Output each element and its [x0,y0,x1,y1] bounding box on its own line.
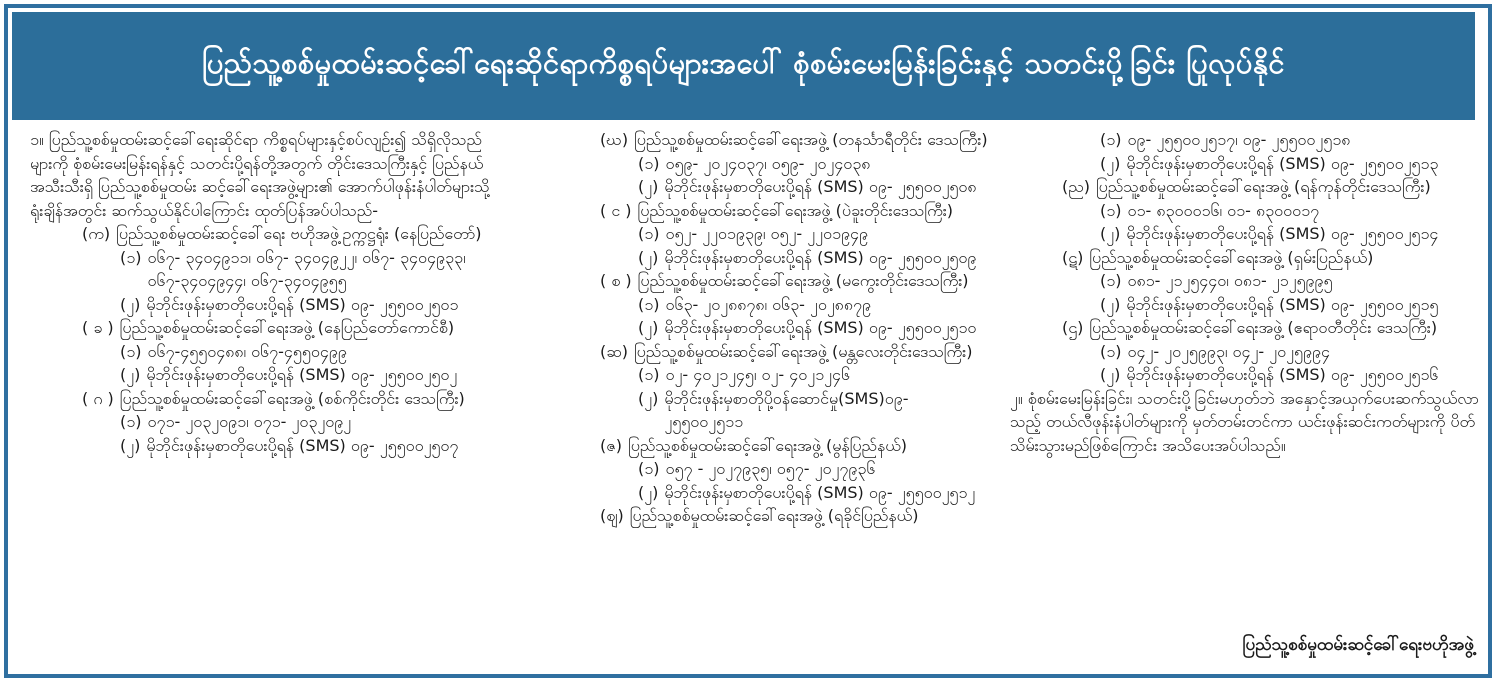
item-text: ပြည်သူ့စစ်မှုထမ်းဆင့်ခေါ်ရေး ဗဟိုအဖွဲ့ဥက္ကဋ္ဌရုံး (နေပြည်တော်) [116,224,482,243]
column-2 [548,128,988,528]
column-1-list [30,222,500,457]
item-text: မိုဘိုင်းဖုန်းမှစာတိုပေးပို့ရန် (SMS) ၀၉- ၂၅၅၀၀၂၅၀၈ [664,177,977,196]
item-marker: (၂) [1100,294,1121,314]
item-text: ပြည်သူ့စစ်မှုထမ်းဆင့်ခေါ်ရေးအဖွဲ့ (မန္တလေးတိုင်းဒေသကြီး) [633,341,973,361]
item-text: ၀၇၁- ၂၀၃၂၀၉၁၊ ၀၇၁- ၂၀၃၂၀၉၂ [147,412,352,431]
item-marker: ( ဂ ) [82,388,114,408]
item-text: ပြည်သူ့စစ်မှုထမ်းဆင့်ခေါ်ရေးအဖွဲ့ (ပဲခူးတိုင်းဒေသကြီး) [637,200,954,220]
phone-line [1010,293,1480,317]
phone-line [548,222,988,246]
column-3-list [1010,128,1480,387]
item-marker: (၁) [120,247,142,267]
phone-line [548,457,988,481]
item-text: ပြည်သူ့စစ်မှုထမ်းဆင့်ခေါ်ရေးအဖွဲ့ (ရန်ကုန်တိုင်းဒေသကြီး) [1095,177,1431,196]
item-marker: (၁) [1100,271,1122,290]
phone-line [548,293,988,317]
item-text: ၀၄၂- ၂၀၂၅၉၉၃၊ ၀၄၂- ၂၀၂၅၉၉၄ [1127,341,1330,361]
item-text: ပြည်သူ့စစ်မှုထမ်းဆင့်ခေါ်ရေးအဖွဲ့ (နေပြည်တော်ကောင်စီ) [119,318,455,337]
item-marker: (၂) [638,482,659,502]
item-text: မိုဘိုင်းဖုန်းမှစာတိုပေးပို့ရန် (SMS) ၀၉- ၂၅၅၀၀၂၅၁၂ [664,482,976,502]
phone-line [1010,222,1480,246]
office-entry [548,128,988,152]
phone-line [30,246,500,293]
item-text: ပြည်သူ့စစ်မှုထမ်းဆင့်ခေါ်ရေးအဖွဲ့ (ရှမ်းပြည်နယ်) [1089,247,1374,267]
phone-line [30,434,500,458]
item-text: မိုဘိုင်းဖုန်းမှစာတိုပို့ဝန်ဆောင်မှု(SMS)၀၉- ၂၅၅၀၀၂၅၁၁ [664,388,909,431]
item-text: မိုဘိုင်းဖုန်းမှစာတိုပေးပို့ရန် (SMS) ၀၉- ၂၅၅၀၀၂၅၁၀ [664,318,977,337]
item-text: ပြည်သူ့စစ်မှုထမ်းဆင့်ခေါ်ရေးအဖွဲ့ (မွန်ပြည်နယ်) [628,435,908,455]
item-text: ၀၂- ၄၀၂၁၂၄၅၊ ၀၂- ၄၀၂၁၂၄၆ [665,365,850,384]
item-marker: (ဆ) [600,341,628,361]
item-marker: (၁) [638,459,660,478]
item-text: ၀၆၃- ၂၀၂၈၈၇၈၊ ၀၆၃- ၂၀၂၈၈၇၉ [665,294,871,314]
office-entry [1010,175,1480,199]
office-entry [548,199,988,223]
phone-line [1010,152,1480,176]
item-marker: (၁) [120,341,142,361]
item-marker: (၂) [120,294,141,314]
phone-line [548,481,988,505]
phone-line [30,410,500,434]
item-marker: ( င ) [600,200,632,220]
item-marker: (၂) [120,435,141,455]
office-entry [548,340,988,364]
phone-line [1010,128,1480,152]
item-marker: (ဋ) [1062,247,1084,267]
column-1 [30,128,500,457]
title-banner [12,12,1475,120]
phone-line [548,175,988,199]
warning-paragraph: ၂။ စုံစမ်းမေးမြန်းခြင်း၊ သတင်းပို့ခြင်းမဟုတ်ဘဲ အနှောင့်အယှက်ပေးဆက်သွယ်လာသည့် တယ်လီဖုန်းနံပါတ်များကို မှတ်တမ်းတင်ကာ ယင်းဖုန်းဆင်းကတ်များကို ပိတ်သိမ်းသွားမည်ဖြစ်ကြောင်း အသိပေးအပ်ပါသည်။ [1010,388,1479,455]
phone-line [1010,363,1480,387]
item-text: မိုဘိုင်းဖုန်းမှစာတိုပေးပို့ရန် (SMS) ၀၉- ၂၅၅၀၀၂၅၁၆ [1126,365,1439,384]
item-text: ပြည်သူ့စစ်မှုထမ်းဆင့်ခေါ်ရေးအဖွဲ့ (တနင်္သာရီတိုင်း ဒေသကြီး) [634,130,988,149]
item-marker: (၂) [638,177,659,196]
item-text: ၀၈၁- ၂၁၂၅၄၄၀၊ ၀၈၁- ၂၁၂၅၉၉၅ [1127,271,1333,290]
intro-paragraph: ၁။ ပြည်သူ့စစ်မှုထမ်းဆင့်ခေါ်ရေးဆိုင်ရာ ကိစ္စရပ်များနှင့်စပ်လျဉ်း၍ သိရှိလိုသည်များကို စုံစမ်းမေးမြန်းရန်နှင့် သတင်းပို့ရန်တို့အတွက် တိုင်းဒေသကြီးနှင့် ပြည်နယ်အသီးသီးရှိ ပြည်သူ့စစ်မှုထမ်း ဆင့်ခေါ်ရေးအဖွဲ့များ၏ အောက်ပါဖုန်းနံပါတ်များသို့ ရုံးချိန်အတွင်း ဆက်သွယ်နိုင်ပါကြောင်း ထုတ်ပြန်အပ်ပါသည်- [30,130,490,220]
phone-line [1010,340,1480,364]
item-marker: (၁) [638,365,660,384]
item-marker: (ဈ) [600,506,624,525]
item-marker: (၁) [638,224,660,243]
phone-line [548,387,988,434]
office-entry [1010,316,1480,340]
item-marker: (၁) [1100,130,1122,149]
item-text: မိုဘိုင်းဖုန်းမှစာတိုပေးပို့ရန် (SMS) ၀၉- ၂၅၅၀၀၂၅၀၁ [146,294,459,314]
phone-line [30,363,500,387]
item-text: ၀၆၇-၄၅၅၀၄၈၈၊ ၀၆၇-၄၅၅၀၄၉၉ [147,341,347,361]
phone-line [548,316,988,340]
item-text: ၀၁- ၈၃၀၀၀၁၆၊ ၀၁- ၈၃၀၀၀၁၇ [1127,200,1320,220]
item-marker: (ည) [1062,177,1090,196]
item-text: ပြည်သူ့စစ်မှုထမ်းဆင့်ခေါ်ရေးအဖွဲ့ (ဧရာဝတီတိုင်း ဒေသကြီး) [1089,318,1438,337]
item-marker: (ဌ) [1062,318,1084,337]
item-text: မိုဘိုင်းဖုန်းမှစာတိုပေးပို့ရန် (SMS) ၀၉- ၂၅၅၀၀၂၅၁၄ [1126,224,1439,243]
page-title: ပြည်သူ့စစ်မှုထမ်းဆင့်ခေါ်ရေးဆိုင်ရာကိစ္စရပ်များအပေါ် စုံစမ်းမေးမြန်းခြင်းနှင့် သတင်းပို့ခြင်း ပြုလုပ်နိုင် [201,45,1285,80]
phone-line [548,363,988,387]
item-marker: (၂) [120,365,141,384]
office-entry [30,316,500,340]
item-text: မိုဘိုင်းဖုန်းမှစာတိုပေးပို့ရန် (SMS) ၀၉- ၂၅၅၀၀၂၅၀၉ [664,247,977,267]
item-text: ပြည်သူ့စစ်မှုထမ်းဆင့်ခေါ်ရေးအဖွဲ့ (မကွေးတိုင်းဒေသကြီး) [637,271,969,290]
item-text: ၀၅၉- ၂၀၂၄၀၃၇၊ ၀၅၉- ၂၀၂၄၀၃၈ [665,153,871,173]
phone-line [1010,269,1480,293]
item-text: ၀၅၂- ၂၂၀၁၉၃၉၊ ၀၅၂- ၂၂၀၁၉၄၉ [665,224,868,243]
phone-line [30,340,500,364]
item-marker: (ဇ) [600,435,622,455]
office-entry [548,504,988,528]
item-marker: (ဃ) [600,130,629,149]
item-marker: (၁) [1100,341,1122,361]
item-marker: (၁) [1100,200,1122,220]
phone-line [1010,199,1480,223]
item-text: ပြည်သူ့စစ်မှုထမ်းဆင့်ခေါ်ရေးအဖွဲ့ (စစ်ကိုင်းတိုင်း ဒေသကြီး) [119,388,465,408]
item-marker: ( ခ ) [82,318,114,337]
item-text: မိုဘိုင်းဖုန်းမှစာတိုပေးပို့ရန် (SMS) ၀၉- ၂၅၅၀၀၂၅၀၂ [146,365,458,384]
item-marker: (၁) [638,153,660,173]
column-3 [1010,128,1480,457]
item-text: ၀၅၇ - ၂၀၂၇၉၃၅၊ ၀၅၇- ၂၀၂၇၉၃၆ [665,459,876,478]
item-text: မိုဘိုင်းဖုန်းမှစာတိုပေးပို့ရန် (SMS) ၀၉- ၂၅၅၀၀၂၅၁၅ [1126,294,1439,314]
item-text: မိုဘိုင်းဖုန်းမှစာတိုပေးပို့ရန် (SMS) ၀၉- ၂၅၅၀၀၂၅၀၇ [146,435,459,455]
item-marker: (၁) [638,294,660,314]
item-marker: (၂) [1100,153,1121,173]
item-marker: ( စ ) [600,271,632,290]
item-marker: (၂) [1100,365,1121,384]
office-entry [548,434,988,458]
office-entry [30,387,500,411]
item-text: ၀၆၇- ၃၄၀၄၉၁၁၊ ၀၆၇- ၃၄၀၄၉၂၂၊ ၀၆၇- ၃၄၀၄၉၃၃၊ ၀၆၇-၃၄၀၄၉၄၄၊ ၀၆၇-၃၄၀၄၉၅၅ [147,247,466,290]
item-marker: (က) [82,224,111,243]
office-entry [1010,246,1480,270]
phone-line [30,293,500,317]
item-text: မိုဘိုင်းဖုန်းမှစာတိုပေးပို့ရန် (SMS) ၀၉- ၂၅၅၀၀၂၅၁၃ [1126,153,1439,173]
item-text: ပြည်သူ့စစ်မှုထမ်းဆင့်ခေါ်ရေးအဖွဲ့ (ရခိုင်ပြည်နယ်) [629,506,919,525]
item-marker: (၂) [1100,224,1121,243]
office-entry [548,269,988,293]
phone-line [548,152,988,176]
item-marker: (၂) [638,318,659,337]
office-entry [30,222,500,246]
item-marker: (၁) [120,412,142,431]
item-text: ၀၉- ၂၅၅၀၀၂၅၁၇၊ ၀၉- ၂၅၅၀၀၂၅၁၈ [1127,130,1351,149]
item-marker: (၂) [638,388,659,408]
signature: ပြည်သူ့စစ်မှုထမ်းဆင့်ခေါ်ရေးဗဟိုအဖွဲ့ [1242,635,1474,655]
phone-line [548,246,988,270]
column-2-list [548,128,988,528]
item-marker: (၂) [638,247,659,267]
